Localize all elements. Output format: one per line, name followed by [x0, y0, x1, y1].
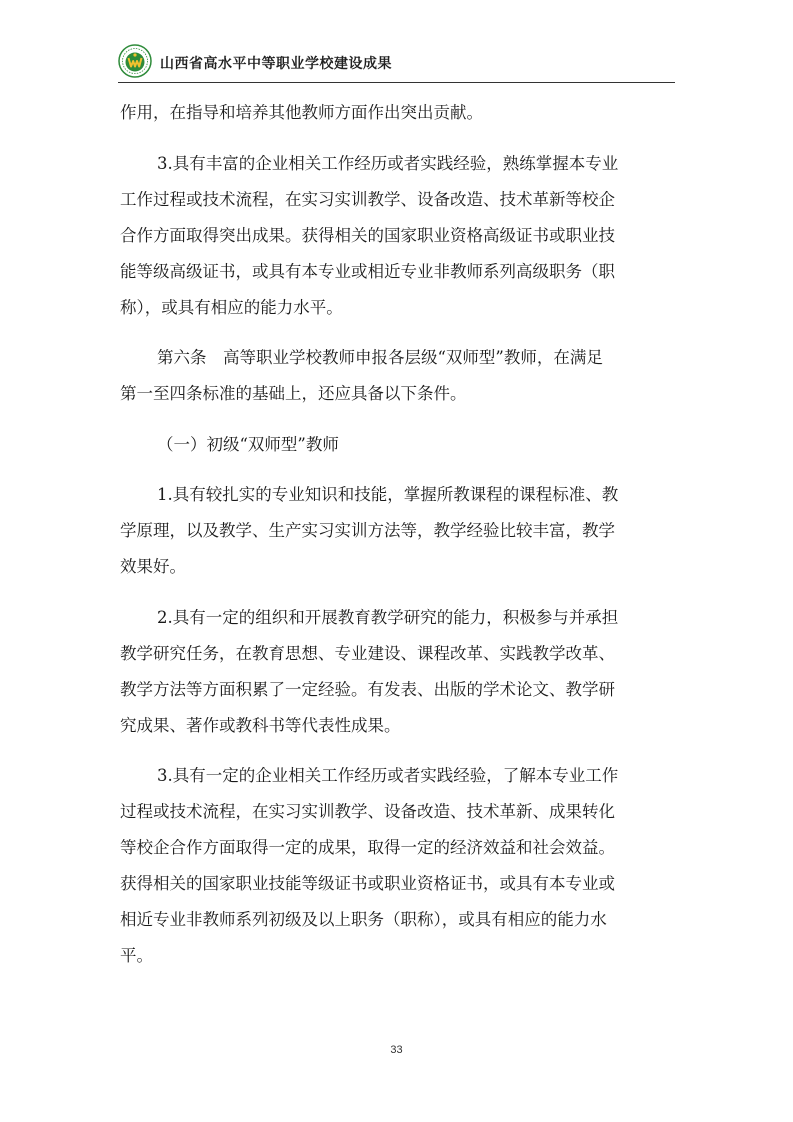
text-line: 3.具有一定的企业相关工作经历或者实践经验，了解本专业工作: [157, 766, 619, 785]
document-body: [120, 95, 676, 974]
paragraph: [120, 340, 676, 412]
text-line: 合作方面取得突出成果。获得相关的国家职业资格高级证书或职业技: [120, 225, 615, 245]
text-line: 3.具有丰富的企业相关工作经历或者实践经验，熟练掌握本专业: [157, 153, 619, 173]
text-line: 第六条 高等职业学校教师申报各层级“双师型”教师，在满足: [157, 348, 603, 367]
school-emblem-icon: [118, 44, 152, 78]
paragraph: [120, 477, 676, 585]
text-line: 效果好。: [120, 557, 186, 576]
text-line: 等校企合作方面取得一定的成果，取得一定的经济效益和社会效益。: [120, 838, 615, 857]
text-line: 学原理，以及教学、生产实习实训方法等，教学经验比较丰富，教学: [120, 521, 615, 540]
paragraph: [120, 758, 676, 974]
page-number: 33: [390, 1044, 403, 1056]
text-line: 作用，在指导和培养其他教师方面作出突出贡献。: [120, 103, 483, 122]
text-line: 究成果、著作或教科书等代表性成果。: [120, 715, 401, 735]
text-line: 2.具有一定的组织和开展教育教学研究的能力，积极参与并承担: [157, 607, 619, 627]
text-line: 获得相关的国家职业技能等级证书或职业资格证书，或具有本专业或: [120, 874, 615, 893]
text-line: 教学方法等方面积累了一定经验。有发表、出版的学术论文、教学研: [120, 679, 615, 699]
text-line: （一）初级“双师型”教师: [157, 434, 339, 454]
text-line: 教学研究任务，在教育思想、专业建设、课程改革、实践教学改革、: [120, 643, 615, 663]
page-header: [118, 44, 675, 82]
text-line: 相近专业非教师系列初级及以上职务（职称），或具有相应的能力水: [120, 910, 607, 929]
paragraph: [120, 600, 676, 744]
header-divider: [118, 82, 675, 83]
paragraph: [120, 95, 676, 131]
text-line: 称），或具有相应的能力水平。: [120, 297, 343, 317]
text-line: 1.具有较扎实的专业知识和技能，掌握所教课程的课程标准、教: [157, 485, 619, 504]
text-line: 第一至四条标准的基础上，还应具备以下条件。: [120, 384, 467, 403]
text-line: 能等级高级证书，或具有本专业或相近专业非教师系列高级职务（职: [120, 261, 615, 281]
text-line: 工作过程或技术流程，在实习实训教学、设备改造、技术革新等校企: [120, 189, 615, 209]
text-line: 平。: [120, 946, 153, 965]
paragraph: [120, 427, 676, 463]
paragraph: [120, 146, 676, 326]
header-title: 山西省高水平中等职业学校建设成果: [160, 56, 392, 72]
text-line: 过程或技术流程，在实习实训教学、设备改造、技术革新、成果转化: [120, 802, 615, 821]
